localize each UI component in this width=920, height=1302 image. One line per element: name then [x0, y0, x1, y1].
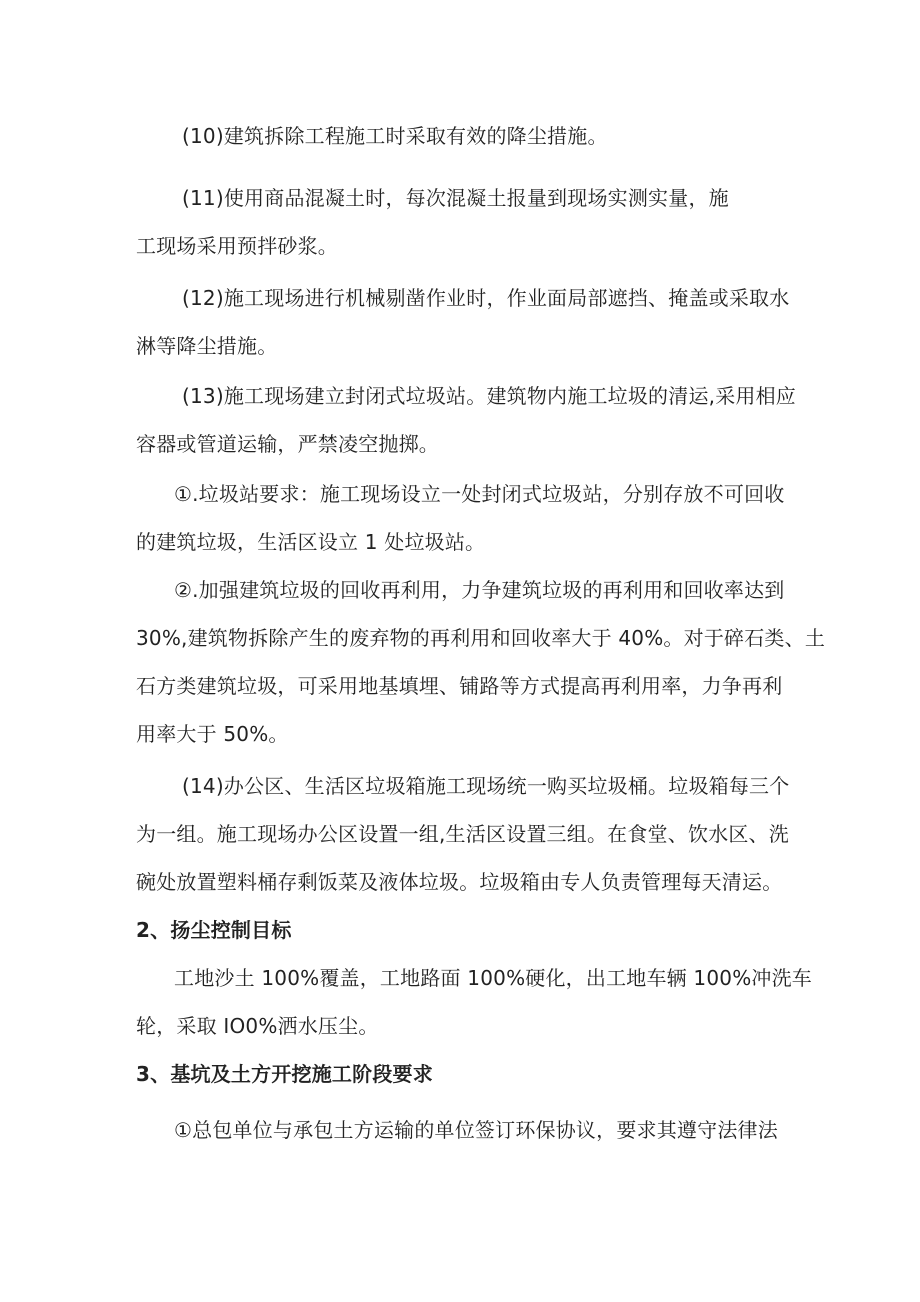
- item-2-line-4: 用率大于 50%。: [136, 722, 289, 746]
- item-1-line-1: ①.垃圾站要求：施工现场设立一处封闭式垃圾站，分别存放不可回收: [174, 482, 785, 506]
- section-3-heading: 3、基坑及土方开挖施工阶段要求: [136, 1062, 433, 1086]
- paragraph-14-line-3: 碗处放置塑料桶存剩饭菜及液体垃圾。垃圾箱由专人负责管理每天清运。: [136, 870, 783, 894]
- section-2-heading: 2、扬尘控制目标: [136, 918, 292, 942]
- paragraph-14-line-1: (14)办公区、生活区垃圾箱施工现场统一购买垃圾桶。垃圾箱每三个: [182, 774, 790, 798]
- dust-target-line-1: 工地沙土 100%覆盖，工地路面 100%硬化，出工地车辆 100%冲洗车: [174, 966, 813, 990]
- item-2-line-3: 石方类建筑垃圾，可采用地基填埋、铺路等方式提高再利用率，力争再利: [136, 674, 783, 698]
- item-2-line-2: 30%,建筑物拆除产生的废弃物的再利用和回收率大于 40%。对于碎石类、土: [136, 626, 826, 650]
- section-3-item-1-line-1: ①总包单位与承包土方运输的单位签订环保协议，要求其遵守法律法: [174, 1118, 778, 1142]
- paragraph-10-line-1: (10)建筑拆除工程施工时采取有效的降尘措施。: [182, 124, 608, 148]
- paragraph-11-line-2: 工现场采用预拌砂浆。: [136, 234, 338, 258]
- paragraph-13-line-1: (13)施工现场建立封闭式垃圾站。建筑物内施工垃圾的清运,采用相应: [182, 384, 797, 408]
- paragraph-12-line-1: (12)施工现场进行机械剔凿作业时，作业面局部遮挡、掩盖或采取水: [182, 286, 790, 310]
- paragraph-14-line-2: 为一组。施工现场办公区设置一组,生活区设置三组。在食堂、饮水区、洗: [136, 822, 789, 846]
- paragraph-12-line-2: 淋等降尘措施。: [136, 334, 278, 358]
- item-2-line-1: ②.加强建筑垃圾的回收再利用，力争建筑垃圾的再利用和回收率达到: [174, 578, 785, 602]
- item-1-line-2: 的建筑垃圾，生活区设立 1 处垃圾站。: [136, 530, 486, 554]
- dust-target-line-2: 轮，采取 IO0%洒水压尘。: [136, 1014, 379, 1038]
- paragraph-13-line-2: 容器或管道运输，严禁凌空抛掷。: [136, 432, 439, 456]
- paragraph-11-line-1: (11)使用商品混凝土时，每次混凝土报量到现场实测实量，施: [182, 186, 729, 210]
